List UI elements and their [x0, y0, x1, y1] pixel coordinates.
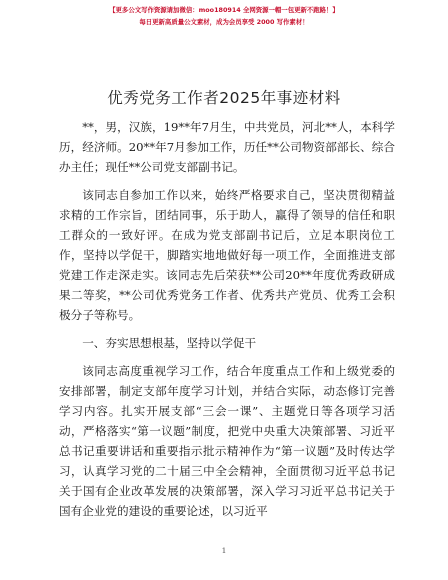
section-heading: 一、夯实思想根基，坚持以学促干 — [82, 336, 257, 350]
document-body — [59, 117, 395, 521]
paragraph-section-1: 该同志高度重视学习工作，结合年度重点工作和上级党委的安排部署，制定支部年度学习计划，并结合实际，动态修订完善学习内容。扎实开展支部“三会一课”、主题党日等各项学习活动，严格落实“第一议题”制度，把党中央重大决策部署、习近平总书记重要讲话和重要指示批示精神作为“第一议题”及时传达学习，认真学习党的二十届三中全会精神，全面贯彻习近平总书记关于国有企业改革发展的决策部署，深入学习习近平总书记关于国有企业党的建设的重要论述，以习近平 — [59, 364, 395, 518]
promo-banner-line-2: 每日更新高质量公文素材，成为会员享受 2000 写作素材！ — [139, 18, 309, 26]
paragraph-profile: **，男，汉族，19**年7月生，中共党员，河北**人，本科学历，经济师。20**年7月参加工作，历任**公司物资部部长、综合办主任；现任**公司党支部副书记。 — [59, 120, 395, 174]
paragraph-summary: 该同志自参加工作以来，始终严格要求自己，坚决贯彻精益求精的工作宗旨，团结同事，乐于助人，赢得了领导的信任和职工群众的一致好评。在成为党支部副书记后，立足本职岗位工作，坚持以学促干，脚踏实地地做好每一项工作，全面推进支部党建工作走深走实。该同志先后荣获**公司20**年度优秀政研成果二等奖，**公司优秀党务工作者、优秀共产党员、优秀工会积极分子等称号。 — [59, 188, 395, 322]
page-number: 1 — [221, 546, 227, 555]
promo-banner-line-1: 【更多公文写作资源请加微信：moo180914 全网资源一帽一包更新不跑路！】 — [109, 6, 339, 14]
document-title: 优秀党务工作者2025年事迹材料 — [107, 89, 341, 107]
